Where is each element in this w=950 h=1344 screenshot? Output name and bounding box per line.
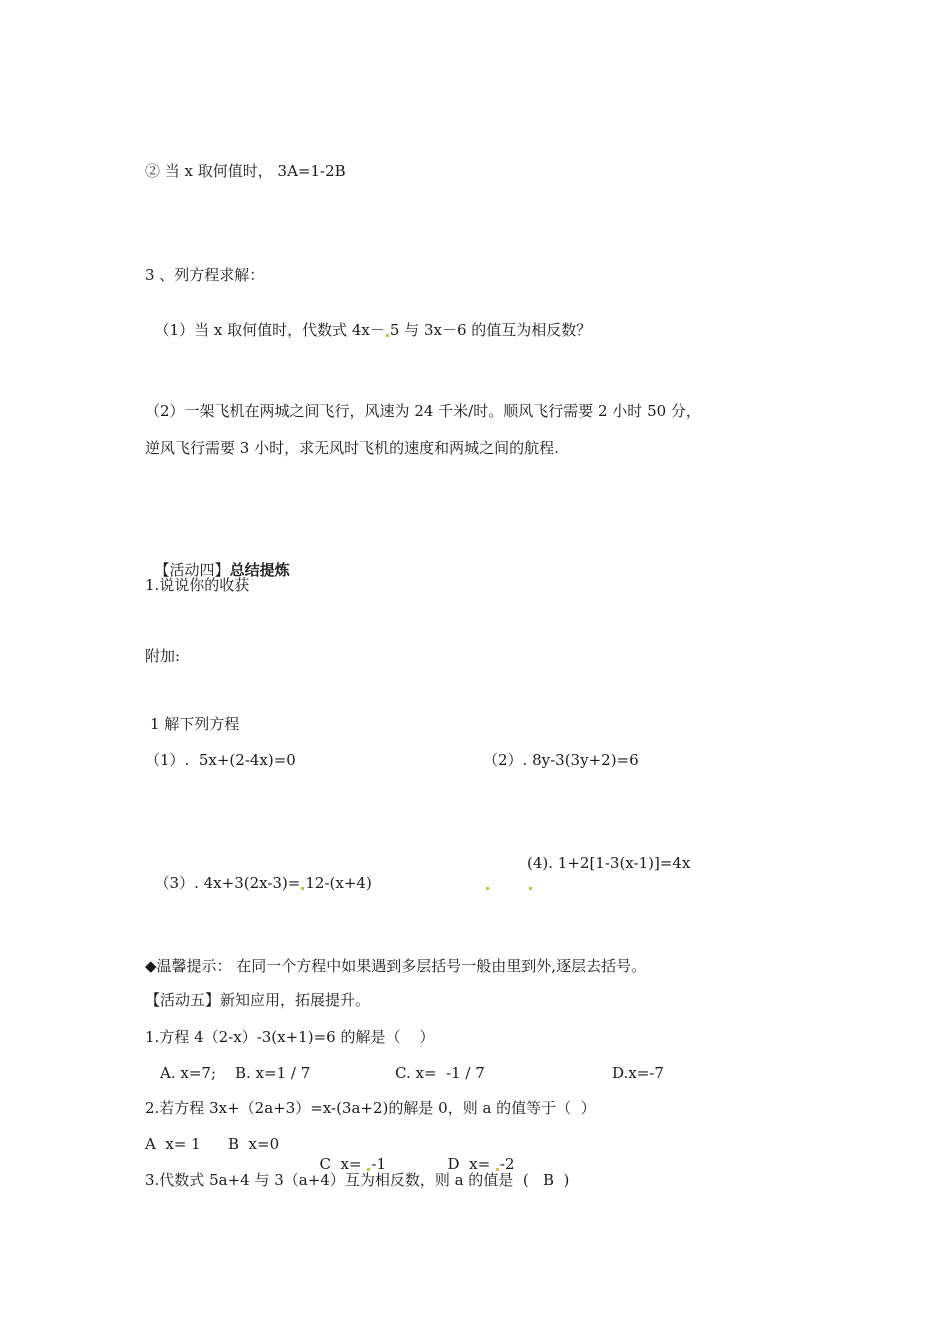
equation-2: （2）. 8y-3(3y+2)=6 xyxy=(483,751,639,769)
question-2-line-1: （2）一架飞机在两城之间飞行，风速为 24 千米/时。顺风飞行需要 2 小时 50 分， xyxy=(145,402,701,420)
equation-1: （1）. 5x+(2-4x)=0 xyxy=(145,751,296,769)
mc2-option-b: B x=0 xyxy=(228,1135,280,1153)
section-3-heading: 3 、列方程求解： xyxy=(145,266,265,284)
solve-heading: 1 解下列方程 xyxy=(150,715,240,733)
dot-mark xyxy=(386,334,389,337)
mc2-option-a: A x= 1 xyxy=(145,1135,201,1153)
question-1-text-a: （1）当 x 取何值时，代数式 4x－ xyxy=(154,321,385,339)
activity-4-heading xyxy=(145,540,290,580)
dot-mark xyxy=(301,887,304,890)
equation-4: (4). 1+2[1-3(x-1)]=4x xyxy=(527,854,691,872)
mc2-option-d xyxy=(438,1134,515,1174)
question-2-line-2: 逆风飞行需要 3 小时，求无风时飞机的速度和两城之间的航程. xyxy=(145,439,559,457)
activity-5-heading: 【活动五】新知应用，拓展提升。 xyxy=(145,991,371,1009)
activity-4-bracket: 【活动四】 xyxy=(154,561,230,579)
mc1-option-a: A. x=7; xyxy=(160,1064,216,1082)
mc1-option-c: C. x= -1 / 7 xyxy=(395,1064,485,1082)
dot-mark xyxy=(486,887,489,890)
mc-question-2: 2.若方程 3x+（2a+3）=x-(3a+2)的解是 0，则 a 的值等于（ ） xyxy=(145,1099,596,1117)
equation-3-right: 12-(x+4) xyxy=(305,874,372,892)
equation-3-equals: = xyxy=(287,874,301,892)
question-1-text-b: 5 与 3x－6 的值互为相反数？ xyxy=(389,321,592,339)
mc1-option-b: B. x=1 / 7 xyxy=(235,1064,311,1082)
mc2-option-c xyxy=(310,1134,386,1174)
mc-question-1: 1.方程 4（2-x）-3(x+1)=6 的解是（ ） xyxy=(145,1028,435,1046)
equation-3-left: （3）. 4x+3(2x-3) xyxy=(154,874,288,892)
mc2-option-c-value: -1 xyxy=(371,1155,386,1173)
activity-4-title: 总结提炼 xyxy=(229,561,290,579)
mc1-option-d: D.x=-7 xyxy=(612,1064,664,1082)
mc2-option-d-label: D x= xyxy=(447,1155,491,1173)
mc2-option-d-value: -2 xyxy=(499,1155,515,1173)
stray-dot-marks xyxy=(475,853,533,893)
extra-label: 附加: xyxy=(145,647,181,665)
summary-item: 1.说说你的收获 xyxy=(145,576,250,594)
question-1 xyxy=(145,300,591,340)
question-line-circled-2: ② 当 x 取何值时， 3A=1-2B xyxy=(145,162,346,180)
warm-tip: ◆温馨提示： 在同一个方程中如果遇到多层括号一般由里到外,逐层去括号。 xyxy=(145,957,647,975)
mc2-option-c-label: C x= xyxy=(319,1155,362,1173)
dot-mark xyxy=(529,887,532,890)
mc-question-3: 3.代数式 5a+4 与 3（a+4）互为相反数，则 a 的值是 ( B ) xyxy=(145,1171,570,1189)
equation-3 xyxy=(145,853,372,893)
